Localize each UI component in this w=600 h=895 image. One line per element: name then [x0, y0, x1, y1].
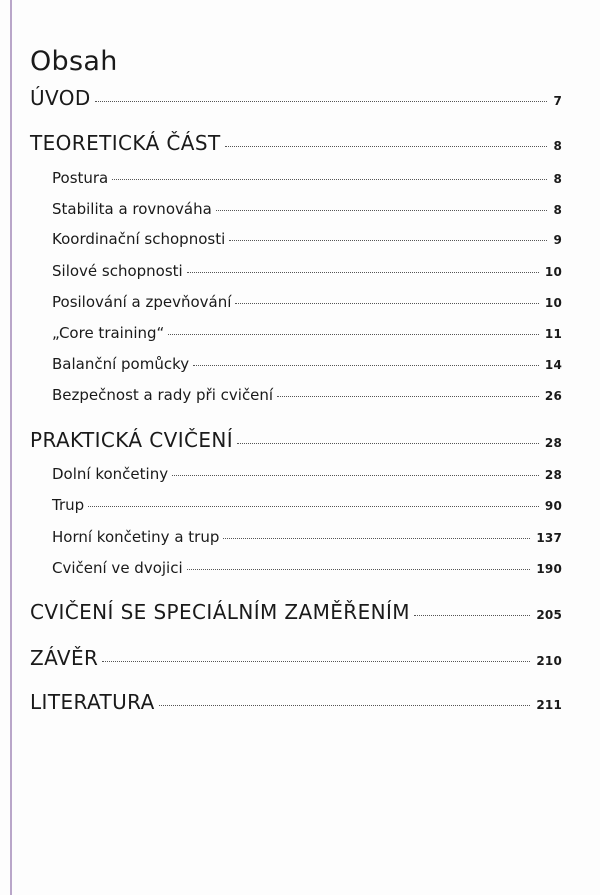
- toc-entry-page: 8: [553, 203, 562, 217]
- toc-entry-zaver[interactable]: [30, 646, 562, 670]
- dot-leader: [168, 334, 539, 335]
- toc-entry-page: 90: [544, 499, 562, 513]
- dot-leader: [159, 705, 531, 706]
- toc-entry-label: Koordinační schopnosti: [52, 230, 226, 248]
- toc-entry-page: 8: [553, 172, 562, 186]
- toc-entry-page: 7: [553, 94, 562, 108]
- toc-entry-label: ZÁVĚR: [30, 646, 99, 670]
- toc-entry-label: Balanční pomůcky: [52, 355, 190, 373]
- page-title: Obsah: [30, 46, 118, 78]
- dot-leader: [216, 210, 548, 211]
- toc-entry-posilovani[interactable]: [52, 293, 562, 311]
- toc-entry-horni-koncetiny[interactable]: [52, 528, 562, 546]
- toc-entry-teoreticka-cast[interactable]: [30, 131, 562, 155]
- dot-leader: [237, 443, 539, 444]
- toc-entry-page: 14: [544, 358, 562, 372]
- toc-entry-core-training[interactable]: [52, 324, 562, 342]
- toc-entry-page: 10: [544, 265, 562, 279]
- toc-entry-page: 211: [536, 698, 562, 712]
- binding-edge: [10, 0, 12, 895]
- dot-leader: [193, 365, 539, 366]
- toc-entry-label: Dolní končetiny: [52, 465, 169, 483]
- toc-entry-label: Stabilita a rovnováha: [52, 200, 212, 218]
- toc-entry-stabilita[interactable]: [52, 200, 562, 218]
- dot-leader: [112, 179, 547, 180]
- dot-leader: [277, 396, 539, 397]
- toc-entry-cviceni-ve-dvojici[interactable]: [52, 559, 562, 577]
- toc-entry-label: Posilování a zpevňování: [52, 293, 232, 311]
- toc-entry-label: Horní končetiny a trup: [52, 528, 220, 546]
- toc-entry-page: 205: [536, 608, 562, 622]
- toc-entry-page: 210: [536, 654, 562, 668]
- toc-entry-label: Silové schopnosti: [52, 262, 183, 280]
- toc-entry-label: Postura: [52, 169, 109, 187]
- toc-entry-label: LITERATURA: [30, 690, 155, 714]
- dot-leader: [235, 303, 538, 304]
- dot-leader: [88, 506, 539, 507]
- dot-leader: [172, 475, 539, 476]
- toc-entry-literatura[interactable]: [30, 690, 562, 714]
- toc-entry-label: Cvičení ve dvojici: [52, 559, 183, 577]
- dot-leader: [225, 146, 548, 147]
- toc-entry-label: CVIČENÍ SE SPECIÁLNÍM ZAMĚŘENÍM: [30, 600, 410, 624]
- dot-leader: [414, 615, 530, 616]
- toc-entry-bezpecnost[interactable]: [52, 386, 562, 404]
- toc-entry-uvod[interactable]: [30, 86, 562, 110]
- dot-leader: [102, 661, 530, 662]
- toc-entry-label: „Core training“: [52, 324, 165, 342]
- dot-leader: [229, 240, 547, 241]
- toc-entry-label: PRAKTICKÁ CVIČENÍ: [30, 428, 234, 452]
- dot-leader: [187, 569, 531, 570]
- toc-entry-silove[interactable]: [52, 262, 562, 280]
- toc-entry-page: 28: [544, 436, 562, 450]
- dot-leader: [223, 538, 530, 539]
- toc-entry-prakticka-cviceni[interactable]: [30, 428, 562, 452]
- toc-entry-label: Trup: [52, 496, 85, 514]
- toc-entry-page: 28: [544, 468, 562, 482]
- dot-leader: [187, 272, 539, 273]
- toc-entry-page: 10: [544, 296, 562, 310]
- toc-entry-page: 26: [544, 389, 562, 403]
- toc-entry-label: Bezpečnost a rady při cvičení: [52, 386, 274, 404]
- toc-entry-page: 137: [536, 531, 562, 545]
- toc-entry-label: TEORETICKÁ ČÁST: [30, 131, 221, 155]
- toc-entry-koordinacni[interactable]: [52, 230, 562, 248]
- toc-entry-balancni[interactable]: [52, 355, 562, 373]
- toc-entry-postura[interactable]: [52, 169, 562, 187]
- toc-entry-page: 190: [536, 562, 562, 576]
- toc-entry-page: 11: [544, 327, 562, 341]
- dot-leader: [95, 101, 548, 102]
- toc-entry-dolni-koncetiny[interactable]: [52, 465, 562, 483]
- toc-entry-page: 8: [553, 139, 562, 153]
- toc-entry-page: 9: [553, 233, 562, 247]
- toc-entry-label: ÚVOD: [30, 86, 91, 110]
- toc-entry-trup[interactable]: [52, 496, 562, 514]
- toc-entry-specialni-zamereni[interactable]: [30, 600, 562, 624]
